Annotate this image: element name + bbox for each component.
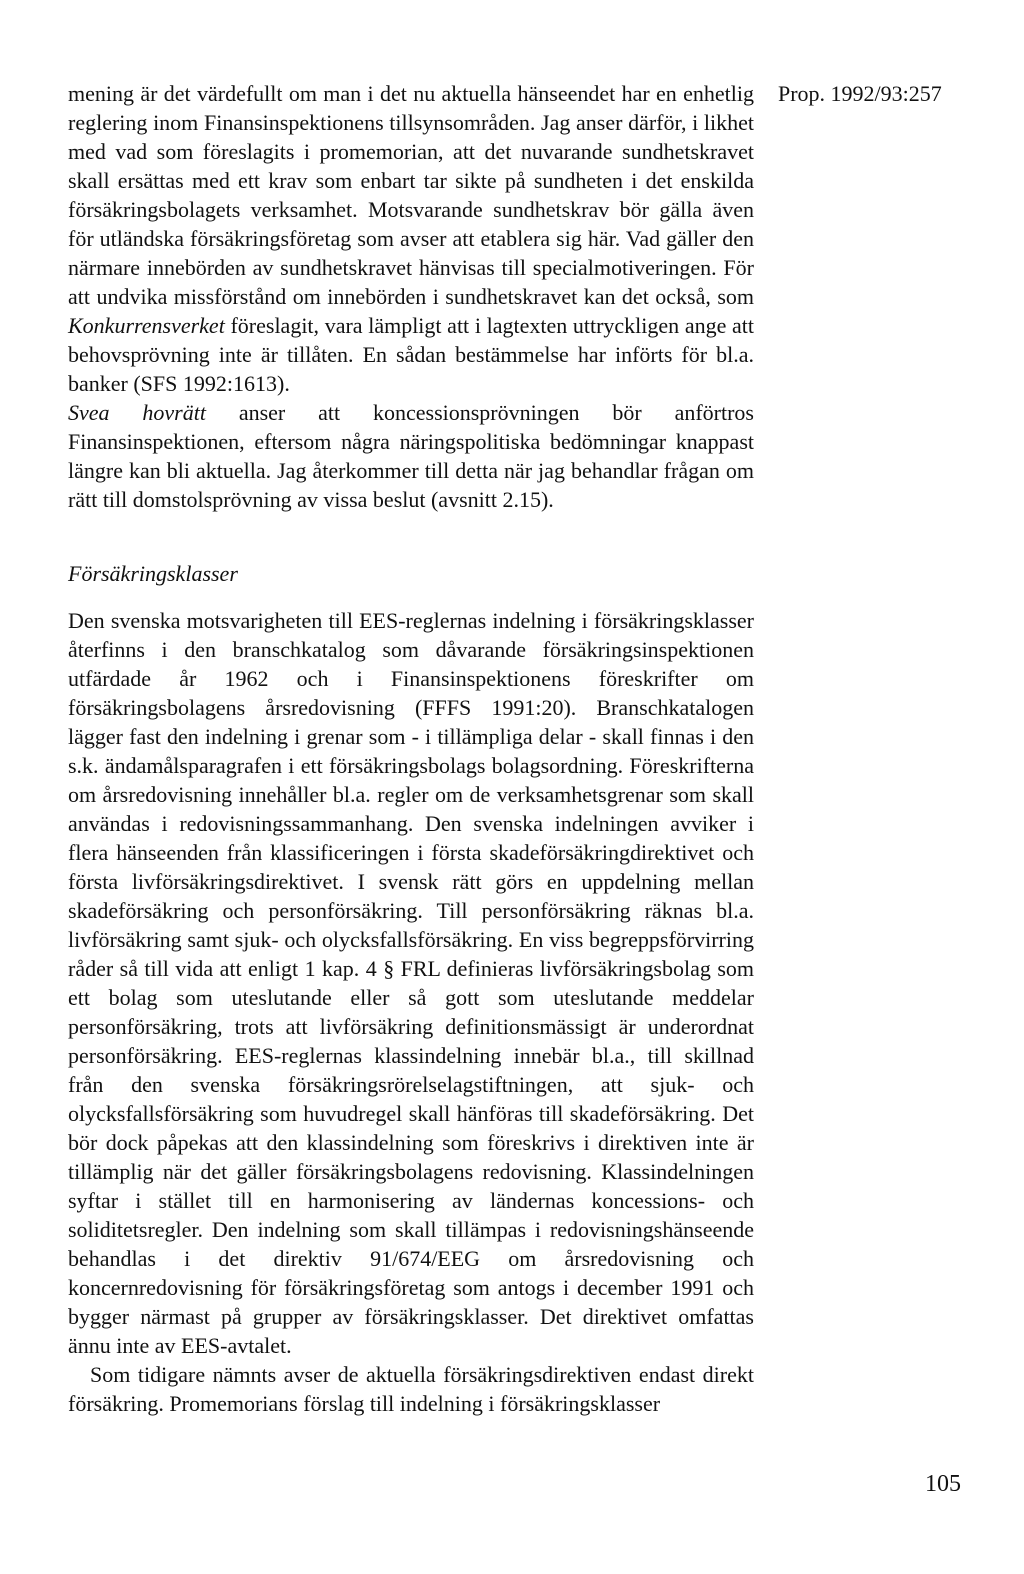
italic-name-konkurrensverket: Konkurrensverket <box>68 313 225 338</box>
paragraph-text: föreslagit, vara lämpligt att i lagtexten uttryckligen ange att behovsprövning inte är tillåten. En sådan bestämmelse har införts för bl.a. banker (SFS 1992:1613). <box>68 313 754 396</box>
page-number: 105 <box>925 1471 961 1497</box>
paragraph-forsakringsklasser: Den svenska motsvarigheten till EES-reglernas indelning i försäkringsklasser återfinns i den branschkatalog som dåvarande försäkringsinspektionen utfärdade år 1962 och i Finansinspektionens föreskrifter om försäkringsbolagens årsredovisning (FFFS 1991:20). Branschkatalogen lägger fast den indelning i grenar som - i tillämpliga delar - skall finnas i den s.k. ändamålsparagrafen i ett försäkringsbolags bolagsordning. Föreskrifterna om årsredovisning innehåller bl.a. regler om de verksamhetsgrenar som skall användas i redovisningssammanhang. Den svenska indelningen avviker i flera hänseenden från klassificeringen i första skadeförsäkringdirektivet och första livförsäkringsdirektivet. I svensk rätt görs en uppdelning mellan skadeförsäkring och personförsäkring. Till personförsäkring räknas bl.a. livförsäkring samt sjuk- och olycksfallsförsäkring. En viss begreppsförvirring råder så till vida att enligt 1 kap. 4 § FRL definieras livförsäkringsbolag som ett bolag som uteslutande eller så gott som uteslutande meddelar personförsäkring, trots att livförsäkring definitionsmässigt är underordnat personförsäkring. EES-reglernas klassindelning innebär bl.a., till skillnad från den svenska försäkringsrörelselagstiftningen, att sjuk- och olycksfallsförsäkring som huvudregel skall hänföras till skadeförsäkring. Det bör dock påpekas att den klassindelning som föreskrivs i direktiven inte är tillämplig när det gäller försäkringsbolagens redovisning. Klassindelningen syftar i stället till en harmonisering av ländernas koncessions- och soliditetsregler. Den indelning som skall tillämpas i redovisningshänseende behandlas i det direktiv 91/674/EEG om årsredovisning och koncernredovisning för försäkringsföretag som antogs i december 1991 och bygger närmast på grupper av försäkringsklasser. Det direktivet omfattas ännu inte av EES-avtalet. <box>68 608 754 1358</box>
paragraph-svea-hovratt <box>68 398 754 514</box>
paragraph-sundhetskrav <box>68 79 754 398</box>
section-heading: Försäkringsklasser <box>68 561 238 586</box>
paragraph-direkt-forsakring: Som tidigare nämnts avser de aktuella försäkringsdirektiven endast direkt försäkring. Promemorians förslag till indelning i försäkringsklasser <box>68 1362 754 1416</box>
body-text-column <box>68 79 754 1418</box>
proposition-reference: Prop. 1992/93:257 <box>778 81 942 106</box>
italic-name-svea-hovratt: Svea hovrätt <box>68 400 206 425</box>
paragraph-text: anser att koncessionsprövningen bör anförtros Finansinspektionen, eftersom några näringspolitiska bedömningar knappast längre kan bli aktuella. Jag återkommer till detta när jag behandlar frågan om rätt till domstolsprövning av vissa beslut (avsnitt 2.15). <box>68 400 754 512</box>
paragraph-text: mening är det värdefullt om man i det nu aktuella hänseendet har en enhetlig reglering inom Finansinspektionens tillsynsområden. Jag anser därför, i likhet med vad som föreslagits i promemorian, att det nuvarande sundhetskravet skall ersättas med ett krav som enbart tar sikte på sundheten i det enskilda försäkringsbolagets verksamhet. Motsvarande sundhetskrav bör gälla även för utländska försäkringsföretag som avser att etablera sig här. Vad gäller den närmare innebörden av sundhetskravet hänvisas till specialmotiveringen. För att undvika missförstånd om innebörden i sundhetskravet kan det också, som <box>68 81 754 309</box>
